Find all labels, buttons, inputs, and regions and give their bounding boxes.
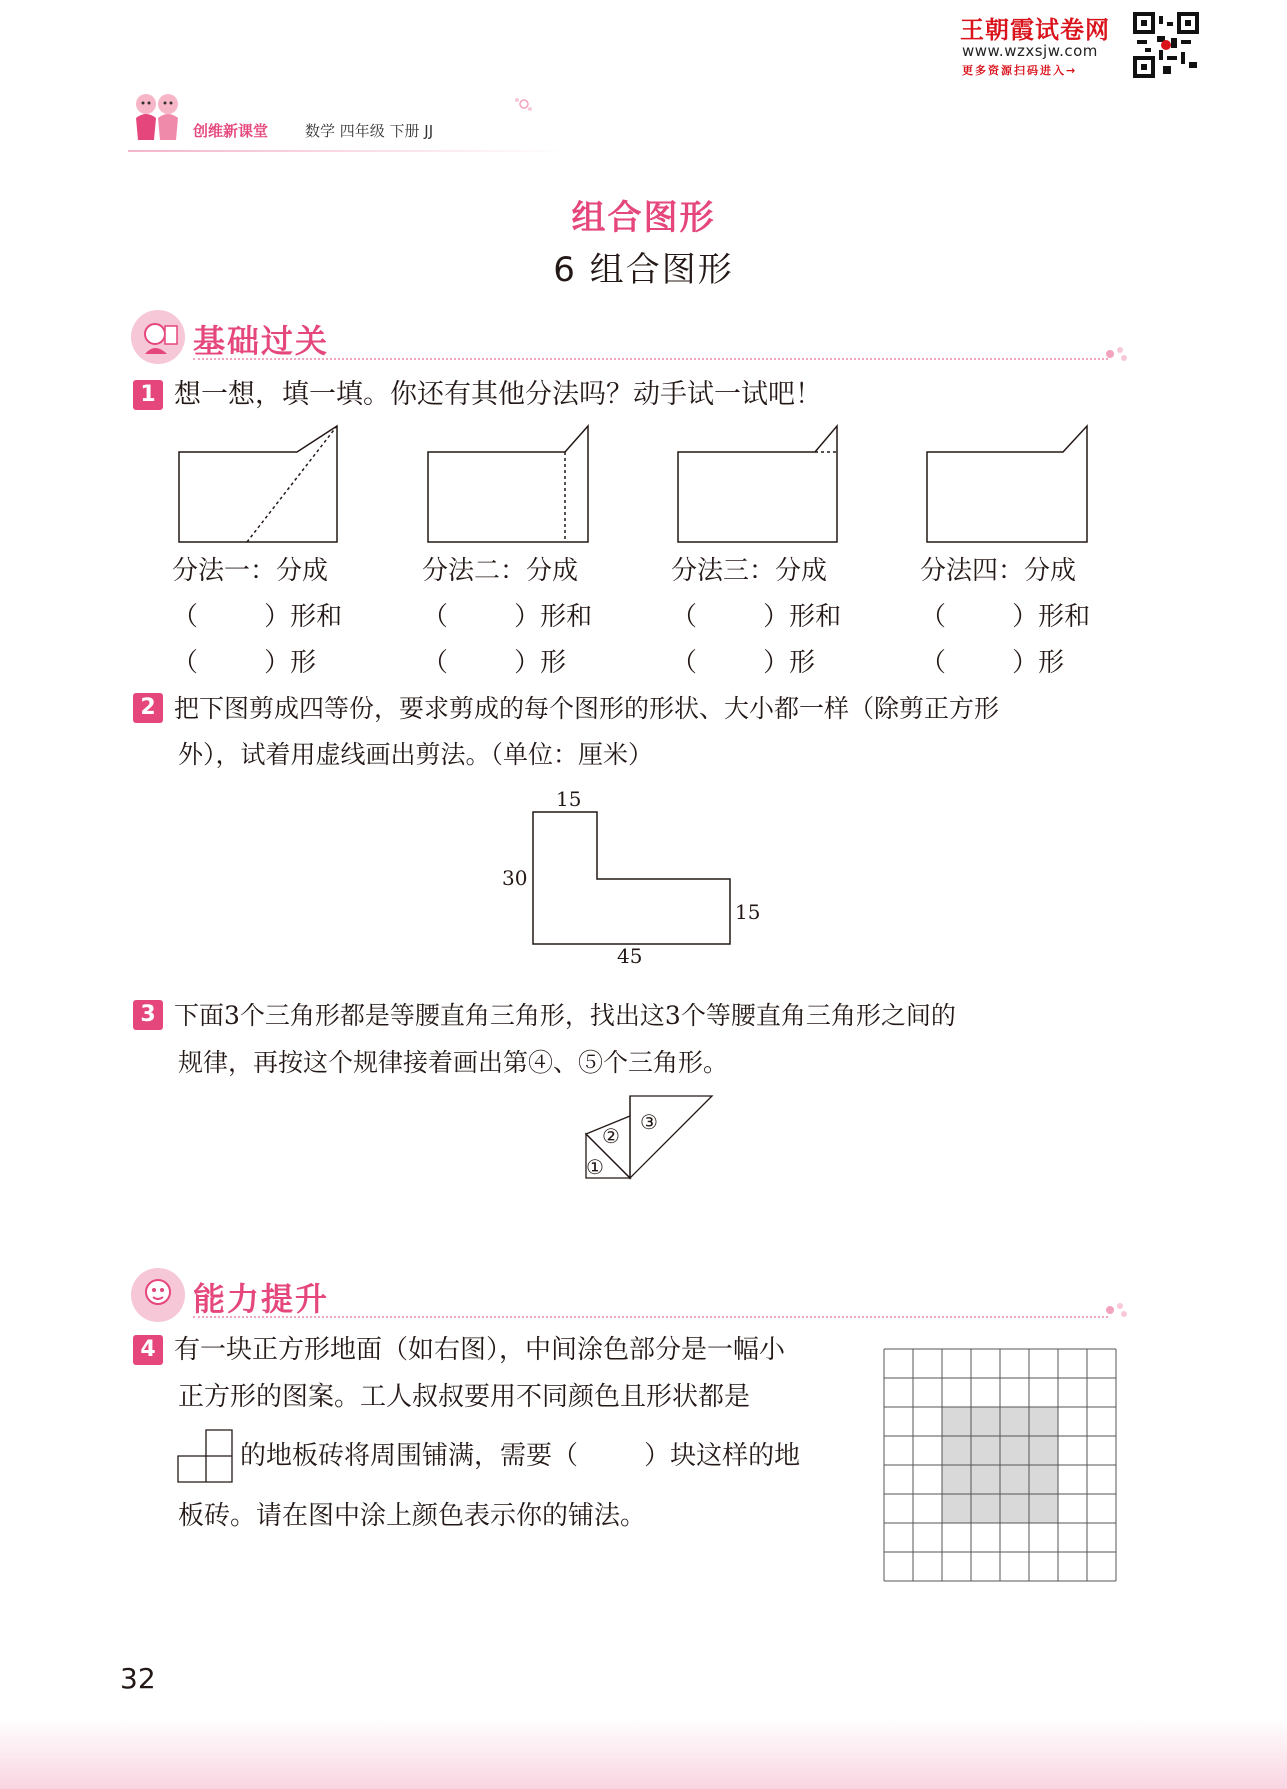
section-advanced-title: 能力提升 — [193, 1280, 330, 1318]
bottom-decoration-band — [0, 1718, 1287, 1789]
section-basic-icon — [131, 310, 185, 364]
q1-method-4-label: 分法四：分成 — [920, 556, 1077, 586]
q1-method-3-label: 分法三：分成 — [671, 556, 828, 586]
q3-label-3: ③ — [640, 1110, 658, 1134]
q1-method-4-blank-2[interactable]: （ ）形 — [920, 648, 1065, 678]
question-4-number: 4 — [133, 1335, 163, 1365]
q2-dim-right: 15 — [735, 900, 761, 924]
q1-figure-2 — [428, 426, 588, 542]
q1-figure-3 — [678, 426, 837, 542]
q1-method-1-blank-2[interactable]: （ ）形 — [172, 648, 317, 678]
page-number: 32 — [120, 1662, 156, 1695]
q2-dim-bottom: 45 — [617, 944, 643, 968]
question-3-line-2: 规律，再按这个规律接着画出第④、⑤个三角形。 — [178, 1048, 729, 1077]
site-brand: 王朝霞试卷网 — [960, 16, 1110, 44]
site-url[interactable]: www.wzxsjw.com — [962, 42, 1098, 60]
unit-title: 组合图形 — [571, 198, 716, 238]
question-2-number: 2 — [133, 693, 163, 723]
question-4-line-2: 正方形的图案。工人叔叔要用不同颜色且形状都是 — [178, 1382, 751, 1412]
question-4-line-1: 有一块正方形地面（如右图），中间涂色部分是一幅小 — [174, 1335, 786, 1365]
q3-label-1: ① — [586, 1155, 604, 1179]
question-4-line-3[interactable]: 的地板砖将周围铺满，需要（ ）块这样的地 — [240, 1441, 801, 1471]
question-3-line-1: 下面3个三角形都是等腰直角三角形，找出这3个等腰直角三角形之间的 — [174, 1001, 956, 1030]
kids-logo-icon — [124, 88, 194, 148]
book-series: 创维新课堂 — [193, 122, 269, 140]
q1-method-3-blank-1[interactable]: （ ）形和 — [671, 602, 842, 632]
q1-method-3-blank-2[interactable]: （ ）形 — [671, 648, 816, 678]
flower-decoration-icon — [512, 92, 536, 116]
dots-decoration-icon — [1104, 344, 1130, 364]
question-4-line-4: 板砖。请在图中涂上颜色表示你的铺法。 — [178, 1501, 647, 1531]
q1-figure-1 — [179, 426, 337, 542]
question-1-text: 想一想，填一填。你还有其他分法吗？动手试一试吧！ — [174, 379, 822, 410]
section-advanced-icon — [131, 1268, 185, 1322]
q4-floor-grid[interactable] — [883, 1348, 1117, 1582]
q3-label-2: ② — [602, 1124, 620, 1148]
question-3-number: 3 — [133, 1000, 163, 1030]
qr-code-icon[interactable] — [1133, 12, 1199, 78]
header-divider — [128, 150, 568, 152]
book-info: 数学 四年级 下册 JJ — [305, 122, 434, 140]
lesson-title: 6 组合图形 — [553, 250, 734, 290]
q1-method-1-label: 分法一：分成 — [172, 556, 329, 586]
q2-dim-left: 30 — [502, 866, 528, 890]
q1-method-4-blank-1[interactable]: （ ）形和 — [920, 602, 1091, 632]
q1-method-2-blank-2[interactable]: （ ）形 — [422, 648, 567, 678]
question-1-number: 1 — [133, 380, 163, 410]
site-more-link[interactable]: 更多资源扫码进入→ — [962, 64, 1078, 77]
question-2-line-1: 把下图剪成四等份，要求剪成的每个图形的形状、大小都一样（除剪正方形 — [174, 694, 1000, 723]
q1-method-2-label: 分法二：分成 — [422, 556, 579, 586]
section-basic-divider — [193, 358, 1108, 360]
q2-l-shape — [490, 786, 760, 956]
l-tile-icon — [176, 1428, 234, 1484]
q1-figure-4 — [927, 426, 1087, 542]
section-basic-title: 基础过关 — [193, 322, 330, 360]
question-2-line-2: 外），试着用虚线画出剪法。（单位：厘米） — [178, 740, 654, 769]
dots-decoration-icon — [1104, 1300, 1130, 1320]
q2-dim-top: 15 — [556, 787, 582, 811]
q1-method-2-blank-1[interactable]: （ ）形和 — [422, 602, 593, 632]
q1-method-1-blank-1[interactable]: （ ）形和 — [172, 602, 343, 632]
section-advanced-divider — [193, 1316, 1108, 1318]
q1-figures — [170, 420, 1170, 550]
